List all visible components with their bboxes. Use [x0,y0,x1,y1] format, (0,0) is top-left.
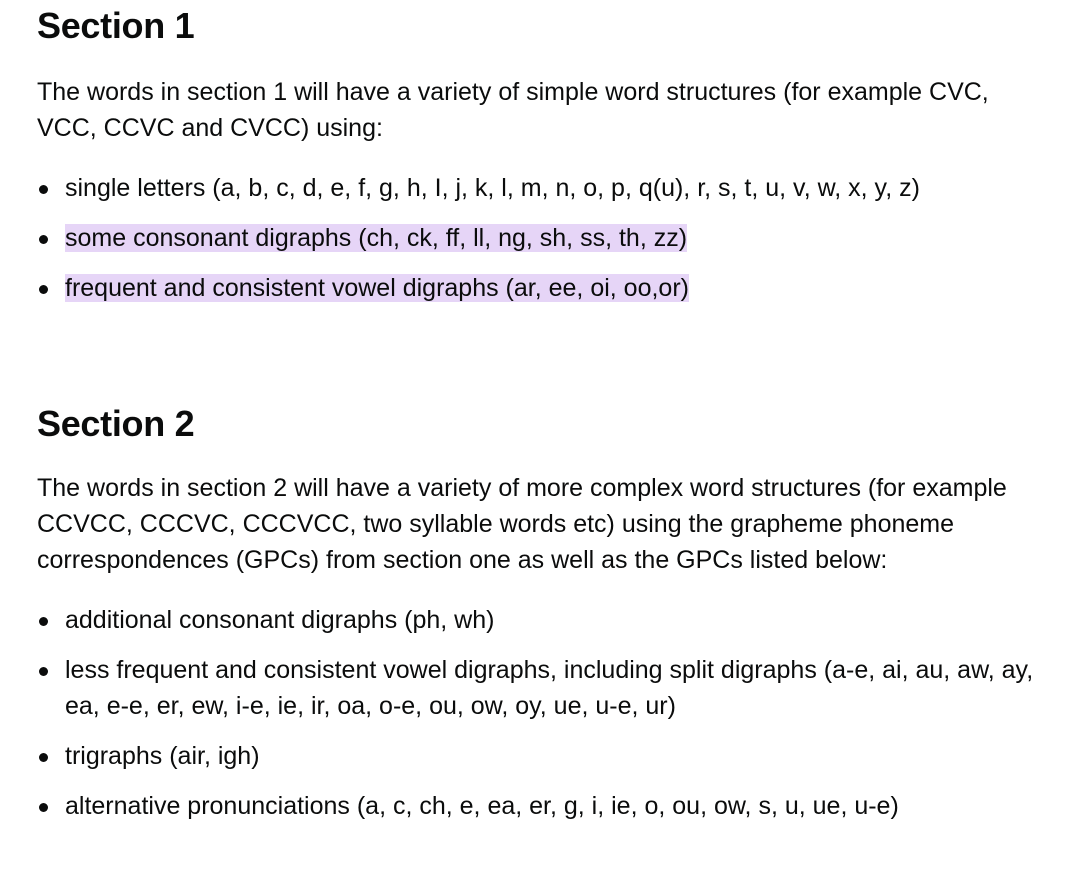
list-item-text: alternative pronunciations (a, c, ch, e, ea, er, g, i, ie, o, ou, ow, s, u, ue, u-e) [65,792,899,820]
list-item [37,738,1052,774]
list-item [37,220,1052,256]
list-item-text: single letters (a, b, c, d, e, f, g, h, I, j, k, l, m, n, o, p, q(u), r, s, t, u, v, w, x, y, z) [65,174,920,202]
highlighted-list-item-text: frequent and consistent vowel digraphs (ar, ee, oi, oo,or) [65,274,689,302]
section-2-intro: The words in section 2 will have a variety of more complex word structures (for example CCVCC, CCCVC, CCCVCC, two syllable words etc) using the grapheme phoneme correspondences (GPCs) from section one as well as the GPCs listed below: [37,474,1007,574]
list-item-text: less frequent and consistent vowel digraphs, including split digraphs (a-e, ai, au, aw, ay, ea, e-e, er, ew, i-e, ie, ir, oa, o-e, ou, ow, oy, ue, u-e, ur) [65,656,1034,720]
section-2-heading: Section 2 [37,403,195,444]
list-item [37,270,1052,306]
section-1-heading: Section 1 [37,5,195,46]
list-item-text: trigraphs (air, igh) [65,742,260,770]
list-item [37,788,1052,824]
list-item-text: additional consonant digraphs (ph, wh) [65,606,495,634]
highlighted-list-item-text: some consonant digraphs (ch, ck, ff, ll, ng, sh, ss, th, zz) [65,224,688,252]
section-2 [37,400,1052,824]
list-item [37,652,1052,724]
section-2-list [37,602,1052,824]
list-item [37,602,1052,638]
list-item [37,170,1052,206]
section-1 [37,0,1052,306]
section-1-list [37,170,1052,306]
section-1-intro: The words in section 1 will have a variety of simple word structures (for example CVC, VCC, CCVC and CVCC) using: [37,78,989,142]
